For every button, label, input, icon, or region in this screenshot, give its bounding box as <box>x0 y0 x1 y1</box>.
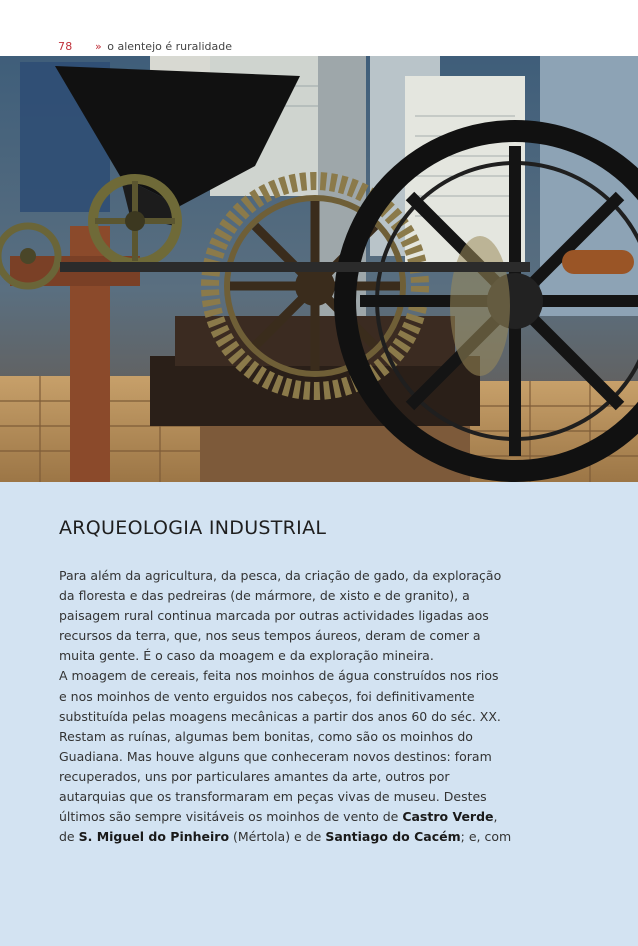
body-line: substituída pelas moagens mecânicas a partir dos anos 60 do séc. XX. <box>59 708 501 724</box>
article-body <box>59 566 519 847</box>
running-head <box>95 40 232 53</box>
page-header <box>0 0 638 56</box>
chevron-double-right-icon: » <box>95 40 102 53</box>
body-line <box>59 827 519 847</box>
body-line: Para além da agricultura, da pesca, da criação de gado, da exploração <box>59 568 502 583</box>
body-text-segment: (Mértola) e de <box>229 829 326 845</box>
running-head-title: o alentejo é ruralidade <box>107 40 232 53</box>
body-line: Guadiana. Mas houve alguns que conheceram novos destinos: foram <box>59 748 492 764</box>
body-line <box>59 807 519 827</box>
body-line: muita gente. É o caso da moagem e da exploração mineira. <box>59 648 434 664</box>
place-name-castro-verde: Castro Verde <box>402 809 494 825</box>
body-line: da floresta e das pedreiras (de mármore, de xisto e de granito), a <box>59 588 470 604</box>
machinery-photo <box>0 56 638 482</box>
page-number: 78 <box>58 40 73 53</box>
body-text-segment: últimos são sempre visitáveis os moinhos de vento de <box>59 809 403 825</box>
section-heading: ARQUEOLOGIA INDUSTRIAL <box>59 517 327 539</box>
body-line: paisagem rural continua marcada por outras actividades ligadas aos <box>59 608 489 624</box>
body-text-segment: ; e, com <box>460 829 512 845</box>
body-line: A moagem de cereais, feita nos moinhos de água construídos nos rios <box>59 668 499 684</box>
body-line: e nos moinhos de vento erguidos nos cabeços, foi definitivamente <box>59 688 475 704</box>
body-line: Restam as ruínas, algumas bem bonitas, como são os moinhos do <box>59 728 473 744</box>
place-name-santiago-do-cacem: Santiago do Cacém <box>325 829 461 845</box>
body-text-segment: , <box>493 809 498 825</box>
place-name-s-miguel-do-pinheiro: S. Miguel do Pinheiro <box>78 829 230 845</box>
body-line: recuperados, uns por particulares amantes da arte, outros por <box>59 768 450 784</box>
body-text-segment: de <box>59 829 79 845</box>
body-line: autarquias que os transformaram em peças vivas de museu. Destes <box>59 789 487 805</box>
body-line: recursos da terra, que, nos seus tempos áureos, deram de comer a <box>59 628 481 644</box>
